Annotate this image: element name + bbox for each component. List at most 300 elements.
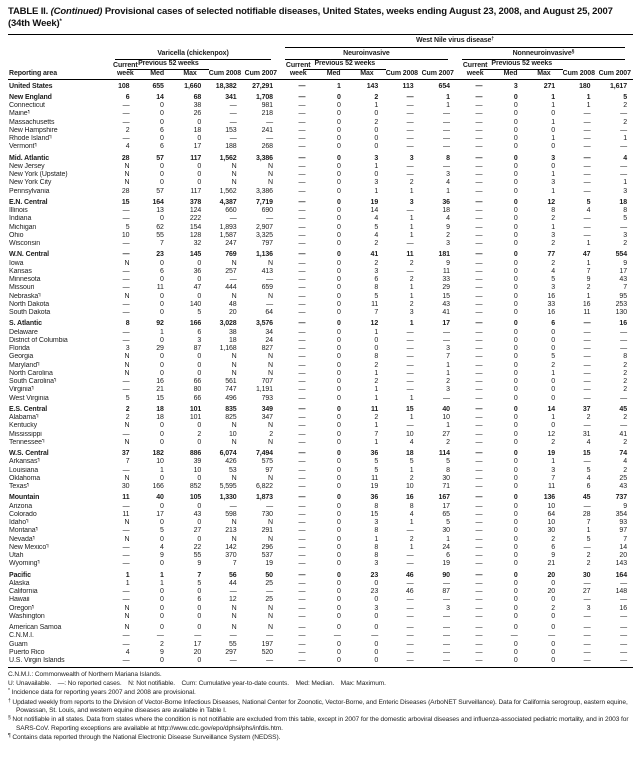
value-cell: 0 <box>160 309 164 316</box>
value-cell: 10 <box>547 502 556 510</box>
value-cell: 0 <box>336 369 341 377</box>
value-cell: 0 <box>551 579 556 587</box>
table-row <box>8 127 633 135</box>
value-cell: — <box>122 632 130 640</box>
value-cell: 0 <box>336 102 341 109</box>
value-cell: 7 <box>160 240 164 247</box>
value-cell: — <box>298 102 306 109</box>
value-cell: — <box>475 466 483 474</box>
value-cell: 87 <box>442 588 450 595</box>
value-cell: 5 <box>586 535 591 543</box>
value-cell: 1 <box>586 259 591 267</box>
title-week: (34th Week) <box>8 18 60 30</box>
value-cell: 16 <box>156 378 164 385</box>
value-cell: 43 <box>193 510 202 518</box>
value-cell: — <box>384 657 419 668</box>
value-cell: 4 <box>125 648 130 656</box>
area-footnote-marker: ¶ <box>31 604 35 610</box>
value-cell: 101 <box>189 414 202 421</box>
value-cell: N <box>231 474 237 482</box>
value-cell: N <box>231 179 237 187</box>
value-cell: 1 <box>586 527 591 535</box>
value-cell: — <box>475 276 483 283</box>
value-cell: 71 <box>442 483 450 490</box>
value-cell: 707 <box>261 378 273 385</box>
value-cell: 8 <box>446 154 450 162</box>
neuro-current-week-header: Current week <box>279 60 317 79</box>
value-cell: 25 <box>265 579 273 587</box>
value-cell: N <box>231 612 237 620</box>
area-footnote-marker: ¶ <box>37 361 40 367</box>
value-cell: 18,382 <box>215 82 237 90</box>
table-row <box>8 152 633 163</box>
value-cell: — <box>298 284 306 292</box>
value-cell: 2 <box>446 438 450 446</box>
value-cell: 3,386 <box>255 187 273 195</box>
value-cell: 9 <box>551 552 556 559</box>
value-cell: 41 <box>619 430 627 438</box>
value-cell: 12 <box>229 596 237 604</box>
value-cell: 297 <box>225 648 237 656</box>
table-row <box>8 596 633 604</box>
value-cell: 271 <box>543 82 556 90</box>
value-cell: 4 <box>586 438 591 446</box>
value-cell: N <box>268 162 273 170</box>
value-cell: 6 <box>197 328 202 336</box>
value-cell: — <box>475 215 483 223</box>
value-cell: — <box>298 93 306 101</box>
value-cell: 0 <box>513 612 518 620</box>
reporting-area-cell: Connecticut <box>9 102 45 109</box>
value-cell: 0 <box>513 102 518 109</box>
value-cell: 8 <box>374 284 379 292</box>
value-cell: — <box>298 251 306 259</box>
value-cell: 64 <box>547 510 556 518</box>
nonneuroinvasive-group-label: Nonneuroinvasive <box>512 50 572 58</box>
value-cell: — <box>620 143 627 151</box>
reporting-area-cell: New York City <box>9 179 52 187</box>
value-cell: 0 <box>336 458 341 466</box>
value-cell: 44 <box>229 579 237 587</box>
value-cell: — <box>561 657 596 668</box>
value-cell: — <box>298 179 306 187</box>
value-cell: — <box>475 648 483 656</box>
value-cell: 20 <box>547 571 556 579</box>
value-cell: — <box>298 612 306 620</box>
value-cell: 3,386 <box>255 154 273 162</box>
value-cell: 0 <box>513 309 518 316</box>
value-cell: 0 <box>513 510 518 518</box>
value-cell: 2 <box>551 361 556 369</box>
table-row <box>8 337 633 345</box>
value-cell: 8 <box>125 320 130 328</box>
value-cell: 0 <box>513 320 518 328</box>
value-cell: N <box>231 369 237 377</box>
value-cell: 1 <box>446 361 450 369</box>
value-cell: 26 <box>193 110 202 118</box>
value-cell: 5 <box>623 93 627 101</box>
title-week-footnote-marker: * <box>59 19 62 26</box>
value-cell: — <box>122 309 130 316</box>
value-cell: 981 <box>261 102 273 109</box>
value-cell: N <box>124 292 130 300</box>
reporting-area-cell: Arizona <box>9 502 33 510</box>
value-cell: — <box>122 110 130 118</box>
value-cell: — <box>406 579 414 587</box>
footnote-line: * Incidence data for reporting years 2007 and 2008 are provisional. <box>8 688 196 697</box>
value-cell: — <box>475 571 483 579</box>
value-cell: 29 <box>156 345 164 352</box>
value-cell: 1,873 <box>255 494 273 502</box>
value-cell: — <box>406 93 414 101</box>
value-cell: 3 <box>446 171 450 178</box>
value-cell: 10 <box>156 458 164 466</box>
value-cell: — <box>298 588 306 595</box>
value-cell: 0 <box>336 231 341 239</box>
reporting-area-cell: Wyoming¶ <box>9 560 41 568</box>
value-cell: — <box>443 612 450 620</box>
reporting-area-cell: South Carolina¶ <box>9 378 57 385</box>
value-cell: 1,562 <box>219 154 237 162</box>
value-cell: 23 <box>156 251 164 259</box>
value-cell: — <box>443 336 450 344</box>
value-cell: — <box>406 361 414 369</box>
value-cell: 14 <box>547 405 556 413</box>
value-cell: 520 <box>261 648 273 656</box>
value-cell: 0 <box>336 474 341 482</box>
value-cell: 143 <box>615 560 627 568</box>
value-cell: — <box>122 596 130 604</box>
table-row <box>8 649 633 657</box>
neuro-max-header: Max <box>350 70 384 79</box>
value-cell: N <box>231 422 237 430</box>
value-cell: 2 <box>125 405 130 413</box>
table-row <box>8 580 633 588</box>
value-cell: 0 <box>160 604 164 612</box>
value-cell: 3 <box>623 231 627 239</box>
value-cell: 0 <box>513 394 518 402</box>
value-cell: 11 <box>371 300 379 308</box>
value-cell: — <box>298 386 306 394</box>
value-cell: 3 <box>374 154 379 162</box>
value-cell: N <box>231 624 237 631</box>
value-cell: 30 <box>442 474 450 482</box>
table-body <box>8 80 633 668</box>
value-cell: 0 <box>336 126 341 134</box>
value-cell: 114 <box>438 450 450 457</box>
reporting-area-cell: Georgia <box>9 353 34 361</box>
value-cell: 797 <box>261 240 273 247</box>
value-cell: 7 <box>125 458 130 466</box>
value-cell: — <box>122 215 130 223</box>
value-cell: 6,074 <box>219 450 237 457</box>
value-cell: 0 <box>197 276 202 283</box>
reporting-area-cell: Nebraska¶ <box>9 292 41 300</box>
value-cell: N <box>268 292 273 300</box>
value-cell: 1 <box>374 162 379 170</box>
value-cell: — <box>298 378 306 385</box>
value-cell: 1 <box>446 187 450 195</box>
value-cell: — <box>475 231 483 239</box>
value-cell: 145 <box>189 251 202 259</box>
value-cell: — <box>583 345 591 352</box>
value-cell: 0 <box>551 624 556 631</box>
value-cell: 1,136 <box>255 251 273 259</box>
value-cell: — <box>406 560 414 568</box>
value-cell: 16 <box>547 309 556 316</box>
value-cell: 5 <box>374 458 379 466</box>
value-cell: — <box>443 624 450 631</box>
value-cell: — <box>298 474 306 482</box>
value-cell: 11 <box>406 251 414 259</box>
value-cell: 1 <box>551 171 556 178</box>
value-cell: — <box>443 110 450 118</box>
area-footnote-marker: ¶ <box>38 292 41 298</box>
value-cell: — <box>298 336 306 344</box>
value-cell: — <box>298 328 306 336</box>
value-cell: 0 <box>336 198 341 206</box>
value-cell: — <box>583 187 591 195</box>
value-cell: 66 <box>193 394 202 402</box>
title-continued: (Continued) <box>50 6 103 17</box>
value-cell: 0 <box>160 502 164 510</box>
value-cell: 2 <box>160 640 164 648</box>
value-cell: 23 <box>370 588 379 595</box>
value-cell: 37 <box>121 450 130 457</box>
value-cell: 0 <box>527 657 561 668</box>
value-cell: 0 <box>336 361 341 369</box>
value-cell: 8 <box>374 353 379 361</box>
value-cell: — <box>583 171 591 178</box>
value-cell: 5 <box>551 353 556 361</box>
value-cell: 2 <box>125 414 130 421</box>
value-cell: 0 <box>336 466 341 474</box>
reporting-area-cell: Mississippi <box>9 430 42 438</box>
value-cell: — <box>443 135 450 142</box>
value-cell: — <box>475 110 483 118</box>
value-cell: 62 <box>156 223 164 231</box>
value-cell: — <box>122 466 130 474</box>
value-cell: 1 <box>125 579 130 587</box>
table-row <box>8 301 633 309</box>
value-cell: 0 <box>336 571 341 579</box>
value-cell: 130 <box>615 309 627 316</box>
area-footnote-marker: ¶ <box>46 543 49 549</box>
value-cell: 1 <box>336 82 341 90</box>
value-cell: 0 <box>513 171 518 178</box>
value-cell: 0 <box>160 612 164 620</box>
value-cell: 0 <box>336 394 341 402</box>
value-cell: 2 <box>623 438 627 446</box>
value-cell: — <box>475 604 483 612</box>
value-cell: 1 <box>125 571 130 579</box>
neuro-previous-52-weeks-header: Previous 52 weeks <box>317 60 384 70</box>
value-cell: — <box>475 320 483 328</box>
value-cell: 2 <box>409 535 414 543</box>
value-cell: — <box>298 154 306 162</box>
value-cell: 3 <box>374 560 379 568</box>
value-cell: 19 <box>370 198 379 206</box>
value-cell: — <box>420 657 456 668</box>
value-cell: 5 <box>586 466 591 474</box>
value-cell: 10 <box>405 483 414 490</box>
value-cell: 0 <box>336 527 341 535</box>
value-cell: 43 <box>619 483 627 490</box>
value-cell: 11 <box>122 494 130 502</box>
value-cell: — <box>406 596 414 604</box>
value-cell: 5,595 <box>219 483 237 490</box>
table-row <box>8 102 633 110</box>
value-cell: 18 <box>229 336 237 344</box>
value-cell: 659 <box>261 284 273 292</box>
value-cell: N <box>268 171 273 178</box>
value-cell: — <box>298 118 306 126</box>
value-cell: 0 <box>513 494 518 502</box>
value-cell: — <box>583 502 591 510</box>
value-cell: 0 <box>336 612 341 620</box>
value-cell: 47 <box>193 284 202 292</box>
value-cell: 0 <box>336 93 341 101</box>
value-cell: 0 <box>513 353 518 361</box>
value-cell: — <box>406 126 414 134</box>
value-cell: 0 <box>513 231 518 239</box>
value-cell: 47 <box>582 251 591 259</box>
reporting-area-cell: Guam <box>9 640 28 648</box>
value-cell: 1 <box>586 102 591 109</box>
value-cell: 737 <box>615 494 627 502</box>
value-cell: 0 <box>336 259 341 267</box>
value-cell: — <box>406 369 414 377</box>
table-row <box>8 483 633 491</box>
value-cell: N <box>231 519 237 526</box>
value-cell: 0 <box>336 422 341 430</box>
value-cell: N <box>124 179 130 187</box>
value-cell: 0 <box>513 143 518 151</box>
table-row <box>8 641 633 649</box>
value-cell: 0 <box>513 267 518 275</box>
value-cell: 0 <box>513 369 518 377</box>
value-cell: 1 <box>446 102 450 109</box>
value-cell: 2 <box>551 259 556 267</box>
value-cell: 0 <box>197 422 202 430</box>
column-group-varicella <box>109 48 279 61</box>
reporting-area-cell: Colorado <box>9 510 37 518</box>
value-cell: N <box>268 438 273 446</box>
value-cell: — <box>298 596 306 604</box>
reporting-area-cell: Alaska <box>9 579 30 587</box>
value-cell: — <box>443 118 450 126</box>
value-cell: 0 <box>160 259 164 267</box>
value-cell: — <box>475 309 483 316</box>
value-cell: 10 <box>121 231 130 239</box>
value-cell: 30 <box>442 527 450 535</box>
value-cell: 18 <box>156 414 164 421</box>
value-cell: N <box>268 604 273 612</box>
area-footnote-marker: ¶ <box>31 386 35 392</box>
value-cell: 0 <box>160 300 164 308</box>
table-row <box>8 80 633 91</box>
reporting-area-cell: Pennsylvania <box>9 187 50 195</box>
value-cell: 74 <box>619 450 627 457</box>
reporting-area-header: Reporting area <box>8 60 109 79</box>
value-cell: N <box>124 624 130 631</box>
reporting-area-cell: Indiana <box>9 215 32 223</box>
reporting-area-cell: California <box>9 588 38 595</box>
value-cell: 0 <box>336 292 341 300</box>
value-cell: 10 <box>229 430 237 438</box>
value-cell: 16 <box>619 320 627 328</box>
value-cell: — <box>229 632 237 640</box>
value-cell: 0 <box>336 251 341 259</box>
value-cell: — <box>443 143 450 151</box>
table-row <box>8 268 633 276</box>
value-cell: — <box>475 438 483 446</box>
value-cell: — <box>475 126 483 134</box>
value-cell: — <box>229 588 237 595</box>
varicella-cum-2008-header: Cum 2008 <box>207 60 242 79</box>
value-cell: 0 <box>551 328 556 336</box>
value-cell: 9 <box>160 552 164 559</box>
value-cell: 0 <box>513 110 518 118</box>
value-cell: 17 <box>442 502 450 510</box>
value-cell: 3 <box>374 519 379 526</box>
value-cell: — <box>583 543 591 551</box>
value-cell: 1 <box>409 187 414 195</box>
reporting-area-cell: Delaware <box>9 328 38 336</box>
value-cell: — <box>583 126 591 134</box>
value-cell: — <box>475 483 483 490</box>
value-cell: 4 <box>586 474 591 482</box>
value-cell: — <box>298 543 306 551</box>
value-cell: 24 <box>265 336 273 344</box>
value-cell: 40 <box>442 405 450 413</box>
value-cell: 6 <box>374 276 379 283</box>
value-cell: 19 <box>265 560 273 568</box>
value-cell: 444 <box>225 284 237 292</box>
value-cell: 247 <box>225 240 237 247</box>
value-cell: — <box>620 624 627 631</box>
value-cell: 0 <box>513 187 518 195</box>
value-cell: 154 <box>189 223 202 231</box>
value-cell: 6 <box>551 320 556 328</box>
value-cell: — <box>475 171 483 178</box>
value-cell: 2 <box>374 259 379 267</box>
value-cell: 25 <box>265 596 273 604</box>
value-cell: — <box>122 276 130 283</box>
value-cell: 80 <box>193 386 202 394</box>
value-cell: 25 <box>619 474 627 482</box>
table-row <box>8 143 633 151</box>
header-spacer <box>8 48 109 61</box>
reporting-area-cell: New York (Upstate) <box>9 171 68 178</box>
value-cell: 0 <box>160 162 164 170</box>
area-footnote-marker: ¶ <box>41 438 45 444</box>
value-cell: — <box>583 632 591 640</box>
value-cell: 55 <box>193 552 202 559</box>
value-cell: — <box>406 267 414 275</box>
value-cell: — <box>298 394 306 402</box>
value-cell: 142 <box>225 543 237 551</box>
table-row <box>8 544 633 552</box>
value-cell: 97 <box>619 527 627 535</box>
notifiable-diseases-table <box>8 34 633 669</box>
value-cell: 13 <box>156 207 164 214</box>
table-row <box>8 395 633 403</box>
varicella-med-header: Med <box>141 70 172 79</box>
value-cell: 0 <box>513 276 518 283</box>
value-cell: — <box>583 640 591 648</box>
value-cell: 0 <box>551 422 556 430</box>
